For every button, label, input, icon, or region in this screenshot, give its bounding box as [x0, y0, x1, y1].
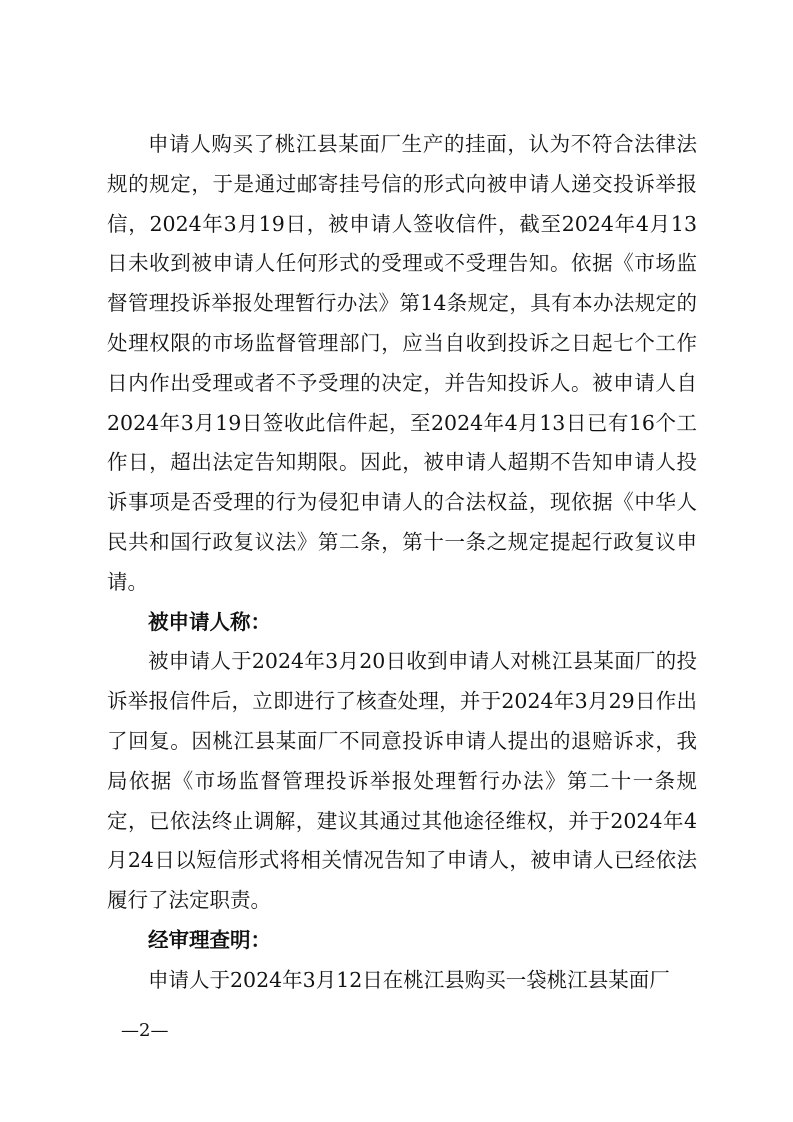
findings-heading: 经审理查明： [148, 927, 271, 952]
page-number: —2— [121, 1020, 169, 1041]
applicant-claim-paragraph: 申请人购买了桃江县某面厂生产的挂面，认为不符合法律法规的规定，于是通过邮寄挂号信的形式向被申请人递交投诉举报信，2024年3月19日，被申请人签收信件，截至2024年4月13日未收到被申请人任何形式的受理或不受理告知。依据《市场监督管理投诉举报处理暂行办法》第14条规定，具有本办法规定的处理权限的市场监督管理部门，应当自收到投诉之日起七个工作日内作出受理或者不予受理的决定，并告知投诉人。被申请人自2024年3月19日签收此信件起，至2024年4月13日已有16个工作日，超出法定告知期限。因此，被申请人超期不告知申请人投诉事项是否受理的行为侵犯申请人的合法权益，现依据《中华人民共和国行政复议法》第二条，第十一条之规定提起行政复议申请。 [107, 132, 697, 594]
respondent-statement-paragraph: 被申请人于2024年3月20日收到申请人对桃江县某面厂的投诉举报信件后，立即进行了核查处理，并于2024年3月29日作出了回复。因桃江县某面厂不同意投诉申请人提出的退赔诉求，我局依据《市场监督管理投诉举报处理暂行办法》第二十一条规定，已依法终止调解，建议其通过其他途径维权，并于2024年4月24日以短信形式将相关情况告知了申请人，被申请人已经依法履行了法定职责。 [107, 649, 697, 913]
respondent-states-heading: 被申请人称： [148, 609, 271, 634]
document-body [107, 125, 697, 1001]
findings-paragraph: 申请人于2024年3月12日在桃江县购买一袋桃江县某面厂 [148, 967, 670, 992]
